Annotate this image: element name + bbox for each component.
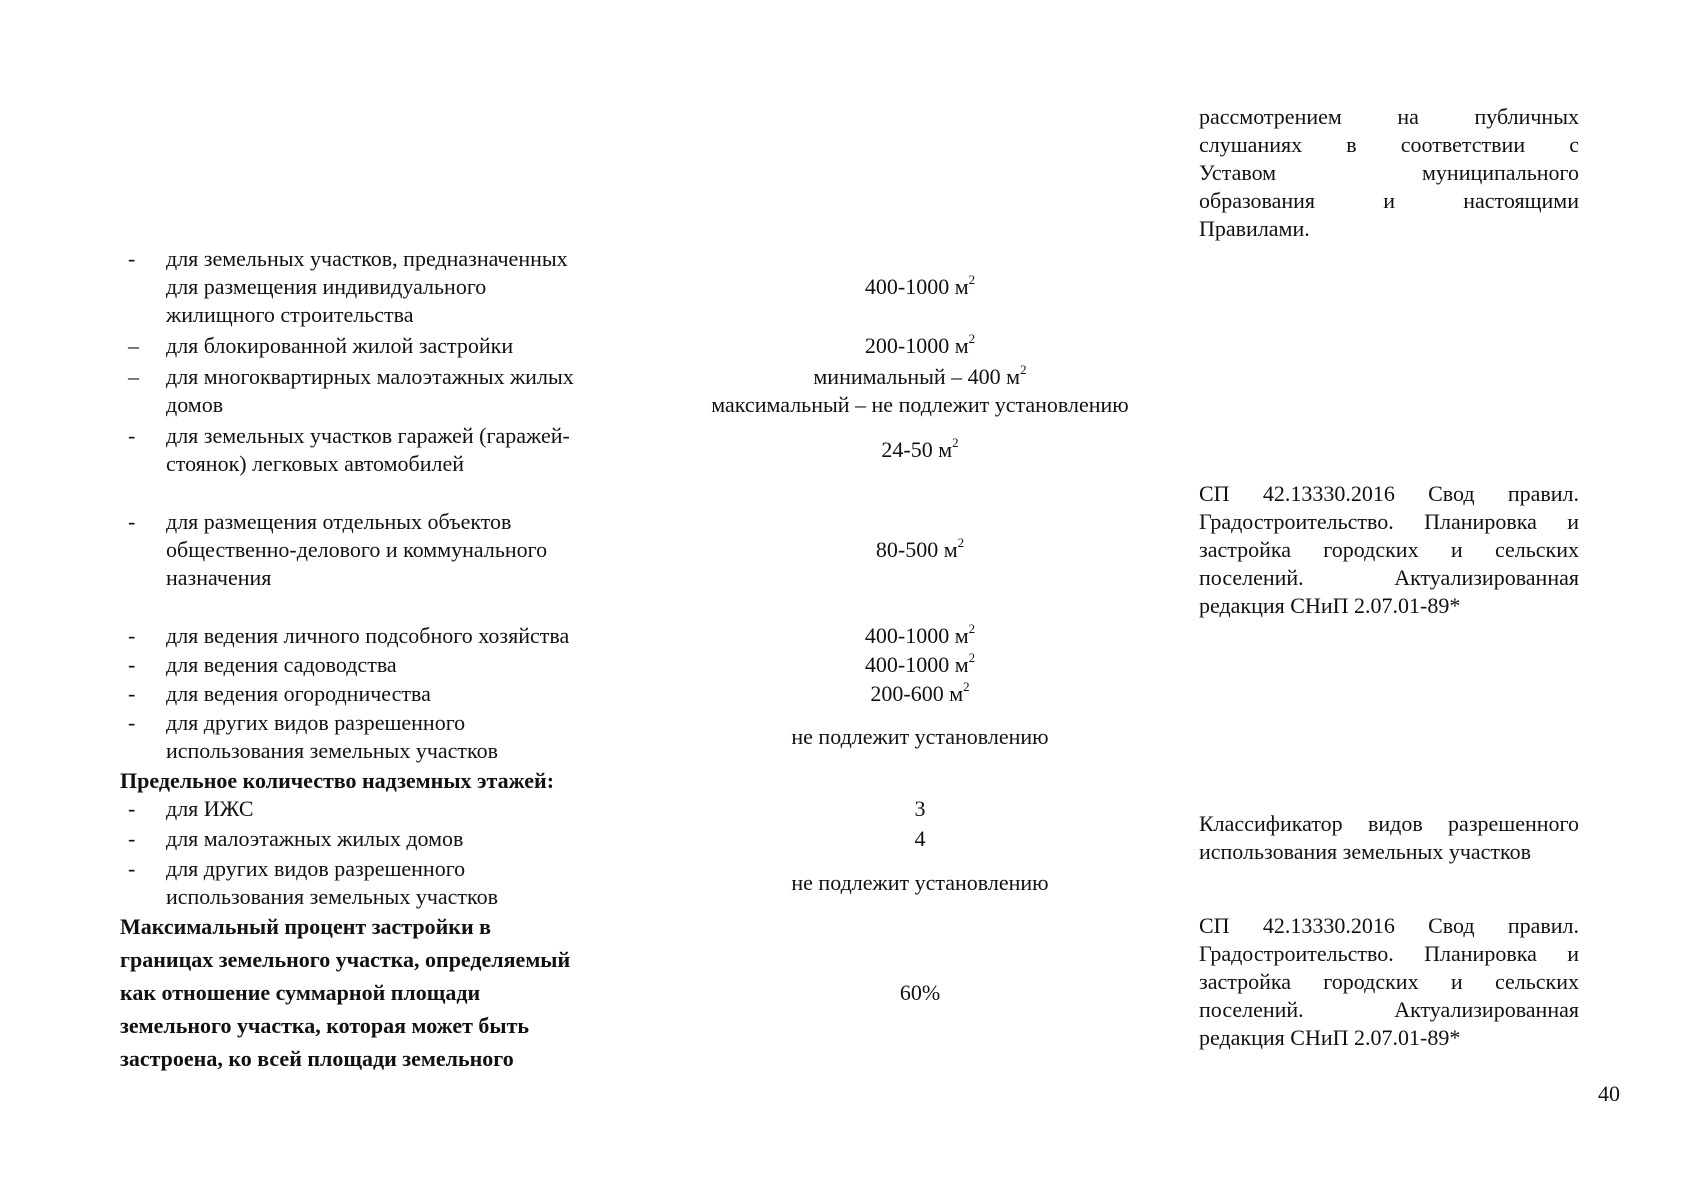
plot-other-value: не подлежит установлению xyxy=(791,724,1049,749)
plot-public-label: общественно-делового и коммунального xyxy=(166,537,548,562)
list-bullet: - xyxy=(128,681,136,706)
plot-lph-value: 400-1000 $м^2$ xyxy=(864,620,976,648)
top-ref-line: слушаниях в соответствии с xyxy=(1199,132,1579,157)
plot-multi-label: домов xyxy=(166,392,224,417)
floors-izhs-value: 3 xyxy=(914,796,926,821)
coverage-label: как отношение суммарной площади xyxy=(120,980,481,1005)
plot-multi-label: для многоквартирных малоэтажных жилых xyxy=(166,364,574,389)
plot-other-label: использования земельных участков xyxy=(166,738,498,763)
floors-other-label: использования земельных участков xyxy=(166,884,498,909)
list-bullet: - xyxy=(128,509,136,534)
floors-lowrise-label: для малоэтажных жилых домов xyxy=(166,826,464,851)
plot-izhs-label: для земельных участков, предназначенных xyxy=(166,246,568,271)
page-number: 40 xyxy=(1598,1081,1620,1106)
floors-other-label: для других видов разрешенного xyxy=(166,856,466,881)
plot-other-label: для других видов разрешенного xyxy=(166,710,466,735)
plot-vegetable-value: 200-600 $м^2$ xyxy=(870,678,970,706)
list-bullet: – xyxy=(128,364,139,389)
top-ref-line: рассмотрением на публичных xyxy=(1199,104,1579,129)
sp-ref-2-line: СП 42.13330.2016 Свод правил. xyxy=(1199,913,1579,938)
sp-ref-2-line: поселений. Актуализированная xyxy=(1199,997,1579,1022)
sp-ref-1-line: редакция СНиП 2.07.01-89* xyxy=(1199,593,1461,618)
top-ref-line: Уставом муниципального xyxy=(1199,160,1579,185)
plot-garage-label: для земельных участков гаражей (гаражей- xyxy=(166,423,570,448)
sp-ref-1-line: поселений. Актуализированная xyxy=(1199,565,1579,590)
classifier-ref-line: использования земельных участков xyxy=(1199,839,1531,864)
list-bullet: – xyxy=(128,333,139,358)
coverage-label: границах земельного участка, определяемый xyxy=(120,947,571,972)
coverage-label: Максимальный процент застройки в xyxy=(120,914,492,939)
plot-lph-label: для ведения личного подсобного хозяйства xyxy=(166,623,570,648)
plot-public-value: 80-500 $м^2$ xyxy=(875,534,965,562)
sp-ref-2-line: застройка городских и сельских xyxy=(1199,969,1579,994)
plot-izhs-value: 400-1000 $м^2$ xyxy=(864,271,976,299)
sp-ref-2-line: редакция СНиП 2.07.01-89* xyxy=(1199,1025,1461,1050)
list-bullet: - xyxy=(128,710,136,735)
plot-izhs-label: для размещения индивидуального xyxy=(166,274,487,299)
plot-multi-value-max: максимальный – не подлежит установлению xyxy=(711,392,1129,417)
coverage-label: земельного участка, которая может быть xyxy=(120,1013,530,1038)
sp-ref-2-line: Градостроительство. Планировка и xyxy=(1199,941,1579,966)
list-bullet: - xyxy=(128,796,136,821)
plot-garage-label: стоянок) легковых автомобилей xyxy=(166,451,464,476)
coverage-label: застроена, ко всей площади земельного xyxy=(120,1046,514,1071)
floors-other-value: не подлежит установлению xyxy=(791,870,1049,895)
plot-block-label: для блокированной жилой застройки xyxy=(166,333,514,358)
sp-ref-1-line: Градостроительство. Планировка и xyxy=(1199,509,1579,534)
plot-garden-label: для ведения садоводства xyxy=(166,652,397,677)
plot-public-label: назначения xyxy=(166,565,272,590)
floors-heading: Предельное количество надземных этажей: xyxy=(120,768,555,793)
floors-izhs-label: для ИЖС xyxy=(166,796,254,821)
list-bullet: - xyxy=(128,652,136,677)
plot-block-value: 200-1000 $м^2$ xyxy=(864,330,976,358)
plot-izhs-label: жилищного строительства xyxy=(166,302,414,327)
list-bullet: - xyxy=(128,856,136,881)
top-ref-line: образования и настоящими xyxy=(1199,188,1579,213)
top-ref-line: Правилами. xyxy=(1199,216,1310,241)
floors-lowrise-value: 4 xyxy=(914,826,926,851)
plot-public-label: для размещения отдельных объектов xyxy=(166,509,512,534)
plot-vegetable-label: для ведения огородничества xyxy=(166,681,431,706)
plot-multi-value-min: минимальный – 400 $м^2$ xyxy=(813,361,1027,389)
plot-garden-value: 400-1000 $м^2$ xyxy=(864,649,976,677)
sp-ref-1-line: СП 42.13330.2016 Свод правил. xyxy=(1199,481,1579,506)
list-bullet: - xyxy=(128,246,136,271)
list-bullet: - xyxy=(128,826,136,851)
list-bullet: - xyxy=(128,623,136,648)
coverage-value: 60% xyxy=(899,980,941,1005)
classifier-ref-line: Классификатор видов разрешенного xyxy=(1199,811,1579,836)
plot-garage-value: 24-50 $м^2$ xyxy=(881,434,959,462)
list-bullet: - xyxy=(128,423,136,448)
sp-ref-1-line: застройка городских и сельских xyxy=(1199,537,1579,562)
